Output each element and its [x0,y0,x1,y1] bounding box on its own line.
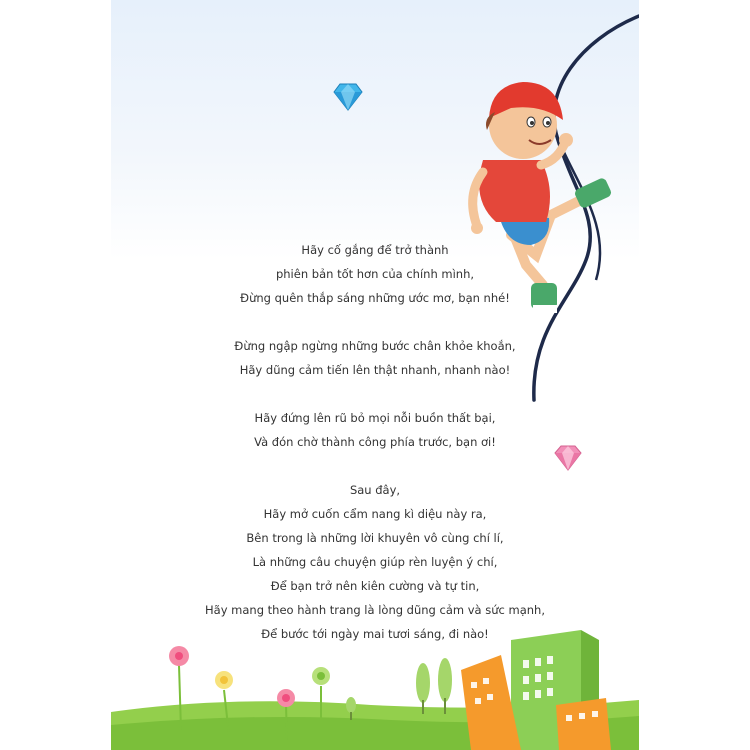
poem-line: Bên trong là những lời khuyên vô cùng chí lí, [246,531,504,545]
book-page [111,0,639,750]
poem-line: Để bước tới ngày mai tươi sáng, đi nào! [261,627,489,641]
poem-line: Sau đây, [349,483,401,497]
stanza-4 [111,478,639,646]
poem-line: Hãy mang theo hành trang là lòng dũng cảm và sức mạnh, [205,603,545,617]
poem-line: Hãy dũng cảm tiến lên thật nhanh, nhanh nào! [239,363,511,377]
stanza-3 [111,406,639,454]
poem-line: Là những câu chuyện giúp rèn luyện ý chí, [252,555,498,569]
poem-line: Hãy đứng lên rũ bỏ mọi nỗi buồn thất bại, [254,411,496,425]
poem-line: Hãy mở cuốn cẩm nang kì diệu này ra, [263,507,487,521]
poem-line: Đừng ngập ngừng những bước chân khỏe khoắn, [234,339,516,353]
blue-gem-icon [334,84,362,110]
poem-line: Hãy cố gắng để trở thành [301,243,449,257]
stanza-1 [111,238,639,310]
poem-line: Đừng quên thắp sáng những ước mơ, bạn nhé! [240,291,510,305]
poem-line: Để bạn trở nên kiên cường và tự tin, [270,579,480,593]
poem-line: phiên bản tốt hơn của chính mình, [275,267,475,281]
poem [111,238,639,670]
poem-line: Và đón chờ thành công phía trước, bạn ơi! [254,435,496,449]
stanza-2 [111,334,639,382]
